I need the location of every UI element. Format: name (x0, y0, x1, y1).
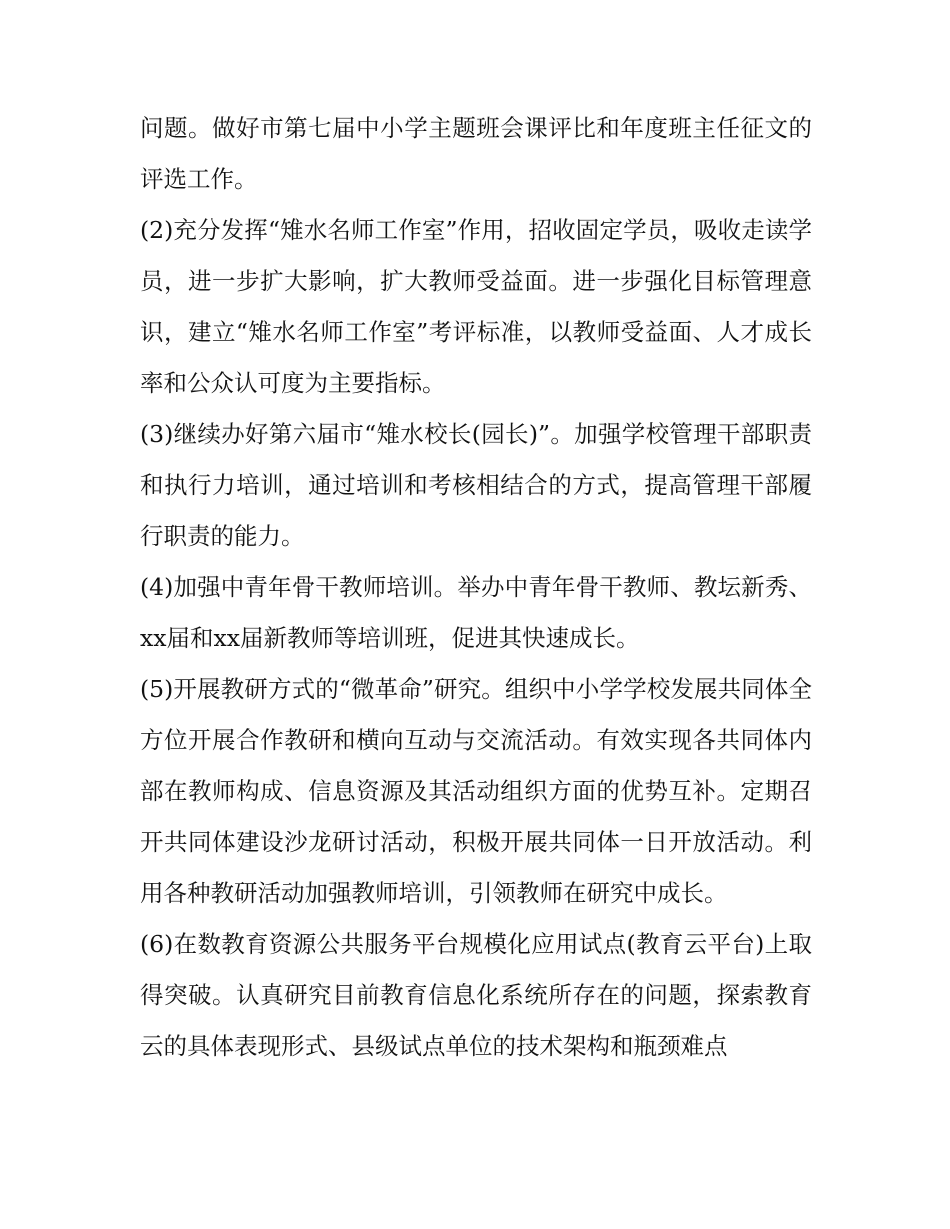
document-body (140, 103, 812, 1072)
paragraph-item-6: (6)在数教育资源公共服务平台规模化应用试点(教育云平台)上取得突破。认真研究目前教育信息化系统所存在的问题，探索教育云的具体表现形式、县级试点单位的技术架构和瓶颈难点 (140, 930, 812, 1060)
paragraph-continuation: 问题。做好市第七届中小学主题班会课评比和年度班主任征文的评选工作。 (140, 114, 812, 193)
paragraph-item-3: (3)继续办好第六届市“雉水校长(园长)”。加强学校管理干部职责和执行力培训，通过培训和考核相结合的方式，提高管理干部履行职责的能力。 (140, 420, 812, 550)
paragraph-item-5: (5)开展教研方式的“微革命”研究。组织中小学学校发展共同体全方位开展合作教研和横向互动与交流活动。有效实现各共同体内部在教师构成、信息资源及其活动组织方面的优势互补。定期召开共同体建设沙龙研讨活动，积极开展共同体一日开放活动。利用各种教研活动加强教师培训，引领教师在研究中成长。 (140, 675, 812, 907)
paragraph-item-4: (4)加强中青年骨干教师培训。举办中青年骨干教师、教坛新秀、xx届和xx届新教师等培训班，促进其快速成长。 (140, 573, 812, 652)
paragraph-item-2: (2)充分发挥“雉水名师工作室”作用，招收固定学员，吸收走读学员，进一步扩大影响，扩大教师受益面。进一步强化目标管理意识，建立“雉水名师工作室”考评标准，以教师受益面、人才成长率和公众认可度为主要指标。 (140, 216, 812, 397)
